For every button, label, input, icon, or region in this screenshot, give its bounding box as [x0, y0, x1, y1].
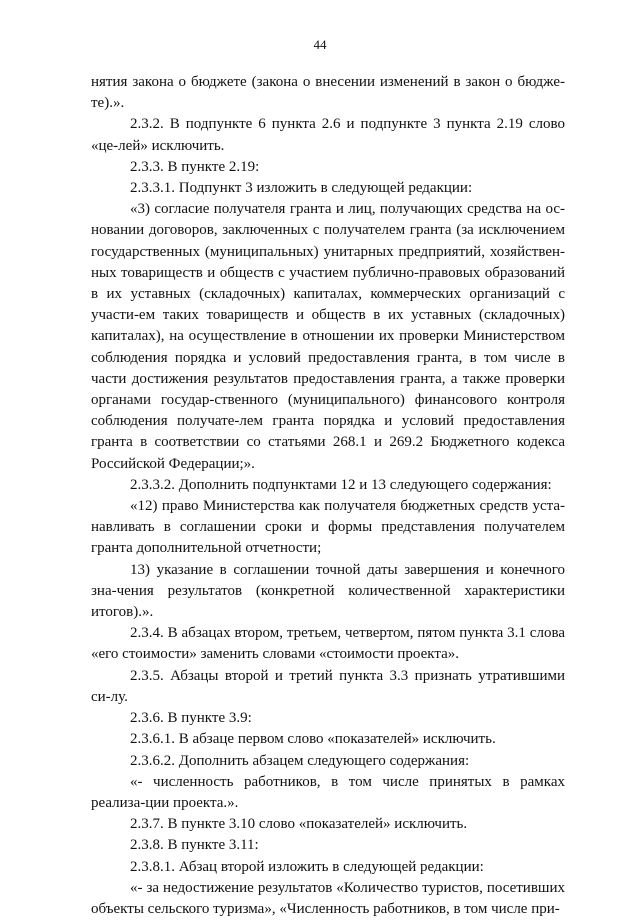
paragraph: «- численность работников, в том числе принятых в рамках реализа-ции проекта.».: [91, 773, 565, 811]
paragraph: 2.3.5. Абзацы второй и третий пункта 3.3 признать утратившими си-лу.: [91, 667, 565, 705]
paragraph: 13) указание в соглашении точной даты завершения и конечного зна-чения результатов (конкретной количественной характеристики итогов).».: [91, 561, 565, 621]
paragraph: 2.3.2. В подпункте 6 пункта 2.6 и подпункте 3 пункта 2.19 слово «це-лей» исключить.: [91, 116, 565, 154]
paragraph: «3) согласие получателя гранта и лиц, получающих средства на ос-новании договоров, заключенных с получателем гранта (за исключением государственных (муниципальных) унитарных предприятий, хозяйствен-ных товариществ и обществ с участием публично-правовых образований в их уставных (складочных) капиталах, коммерческих организаций с участи-ем таких товариществ и обществ в их уставных (складочных) капиталах), на осуществление в отношении их проверки Министерством соблюдения порядка и условий предоставления гранта, в том числе в части достижения результатов предоставления гранта, а также проверки органами государ-ственного (муниципального) финансового контроля соблюдения получате-лем гранта порядка и условий предоставления гранта в соответствии со статьями 268.1 и 269.2 Бюджетного кодекса Российской Федерации;».: [91, 201, 565, 472]
paragraph: 2.3.6. В пункте 3.9:: [130, 710, 252, 727]
paragraph: «- за недостижение результатов «Количество туристов, посетивших объекты сельского туризма», «Численность работников, в том числе при-: [91, 879, 565, 917]
paragraph: 2.3.3. В пункте 2.19:: [130, 158, 260, 175]
paragraph: «12) право Министерства как получателя бюджетных средств уста-навливать в соглашении сроки и формы представления получателем гранта дополнительной отчетности;: [91, 498, 565, 557]
paragraph: 2.3.6.2. Дополнить абзацем следующего содержания:: [130, 752, 470, 769]
paragraph: нятия закона о бюджете (закона о внесении изменений в закон о бюдже-те).».: [91, 74, 565, 112]
paragraph: 2.3.7. В пункте 3.10 слово «показателей» исключить.: [130, 816, 468, 833]
page-number: 44: [313, 37, 327, 52]
body-text: [91, 72, 565, 920]
paragraph: 2.3.3.2. Дополнить подпунктами 12 и 13 следующего содержания:: [130, 476, 552, 493]
paragraph: 2.3.4. В абзацах втором, третьем, четвертом, пятом пункта 3.1 слова «его стоимости» заменить словами «стоимости проекта».: [91, 625, 565, 663]
paragraph: 2.3.6.1. В абзаце первом слово «показателей» исключить.: [130, 731, 496, 748]
paragraph: 2.3.8.1. Абзац второй изложить в следующей редакции:: [130, 858, 484, 875]
paragraph: 2.3.3.1. Подпункт 3 изложить в следующей редакции:: [130, 180, 473, 197]
paragraph: 2.3.8. В пункте 3.11:: [130, 837, 259, 854]
